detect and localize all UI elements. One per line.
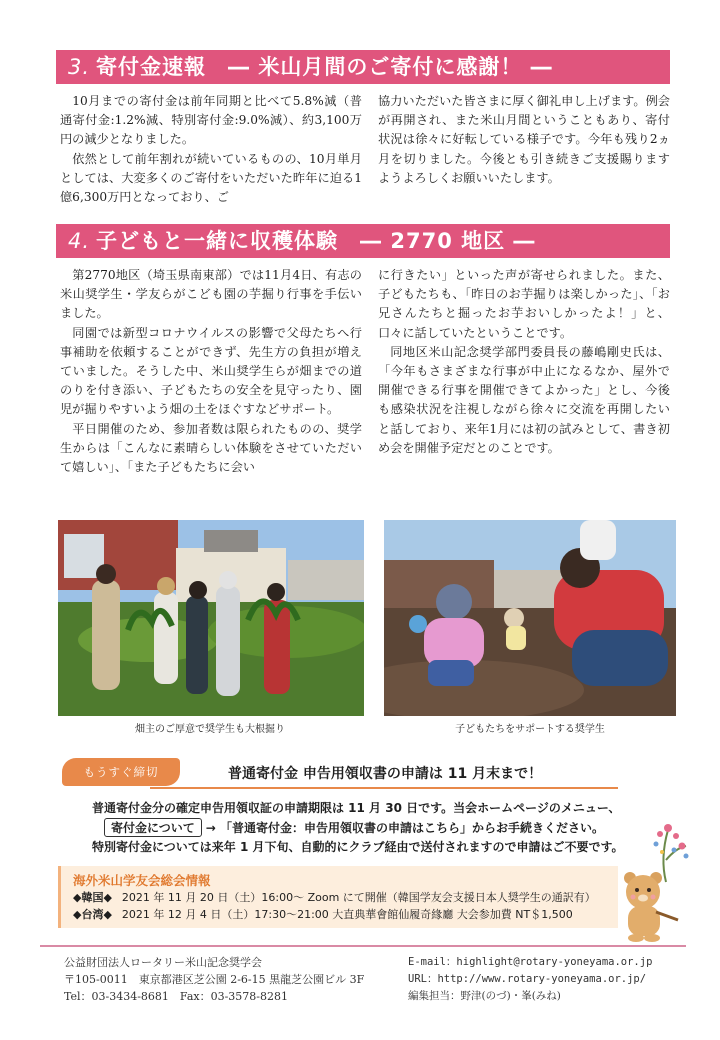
notice-line-2-text: → 「普通寄付金：申告用領収書の申請はこちら」からお手続きください。: [205, 821, 605, 835]
organization-name: 公益財団法人ロータリー米山記念奨学会: [64, 956, 262, 969]
section-3-heading: [56, 50, 670, 84]
section-3-right-column: [378, 92, 670, 188]
overseas-country: ◆韓国◆: [73, 891, 112, 904]
notice-line-1: 普通寄付金分の確定申告用領収証の申請期限は 11 月 30 日です。当会ホームページのメニュー、: [92, 801, 621, 815]
section-4-left-column: [60, 266, 362, 477]
section-4-heading: [56, 224, 670, 258]
overseas-detail: 2021 年 11 月 20 日（土）16:00～ Zoom にて開催（韓国学友会支援日本人奨学生の通訳有）: [121, 891, 596, 904]
section-4-right-column: [378, 266, 670, 458]
editor-info: 編集担当：野津(のづ)・峯(みね): [408, 990, 561, 1002]
donation-menu-link[interactable]: 寄付金について: [104, 818, 202, 837]
paragraph: 依然として前年割れが続いているものの、10月単月としては、大変多くのご寄付をいただいた昨年に迫る1億6,300万円となっており、ご: [60, 151, 362, 205]
section-3-left-column: [60, 92, 362, 207]
notice-line-3: 特別寄付金については来年 1 月下旬、自動的にクラブ経由で送付されますので申請はご不要です。: [92, 840, 624, 854]
paragraph: 同園では新型コロナウイルスの影響で父母たちへ行事補助を依頼することができず、先生方の負担が増えていました。そうした中、米山奨学生らが畑までの道のりを付き添い、子どもたちの安全を見守ったり、園児が掘りやすいよう畑の土をほぐすなどサポート。: [60, 325, 362, 417]
section-4-number: 4.: [68, 229, 91, 253]
website-link[interactable]: URL：http://www.rotary-yoneyama.or.jp/: [408, 973, 647, 985]
section-3-number: 3.: [68, 55, 91, 79]
paragraph: 第2770地区（埼玉県南東部）では11月4日、有志の米山奨学生・学友らがこども園の芋掘り行事を手伝いました。: [60, 268, 362, 321]
footer-divider: [40, 945, 686, 947]
paragraph: に行きたい」といった声が寄せられました。また、子どもたちも、「昨日のお芋掘りは楽しかった」、「お兄さんたちと掘ったお芋おいしかったよ！」と、口々に話していたということです。: [378, 268, 670, 340]
section-4-title: 子どもと一緒に収穫体験 ― 2770 地区 ―: [96, 229, 536, 253]
photo-daikon-harvest: [58, 520, 364, 716]
notice-divider: [150, 787, 618, 789]
address: 〒105-0011 東京都港区芝公園 2-6-15 黒龍芝公園ビル 3F: [64, 973, 365, 986]
paragraph: 平日開催のため、参加者数は限られたものの、奨学生からは「こんなに素晴らしい体験をさせていただいて嬉しい」、「また子どもたちに会い: [60, 421, 362, 475]
photo-children-digging: [384, 520, 676, 716]
overseas-country: ◆台湾◆: [73, 908, 112, 921]
overseas-alumni-box: [58, 866, 618, 928]
notice-title: 普通寄付金 申告用領収書の申請は 11 月末まで！: [228, 766, 543, 782]
overseas-title: 海外米山学友会総会情報: [73, 873, 211, 888]
overseas-detail: 2021 年 12 月 4 日（土）17:30～21:00 大直典華會館仙履奇緣廳 大会参加費 NT＄1,500: [121, 908, 573, 921]
phone-fax: Tel：03-3434-8681 Fax：03-3578-8281: [64, 990, 288, 1003]
section-3-title: 寄付金速報 ― 米山月間のご寄付に感謝！ ―: [96, 55, 553, 79]
paragraph: 協力いただいた皆さまに厚く御礼申し上げます。例会が再開され、また米山月間ということもあり、寄付状況は徐々に好転している様子です。今年も残り2ヵ月を切りました。今後とも引き続きご支援賜りますようよろしくお願いいたします。: [378, 94, 670, 185]
footer-contact-left: [64, 954, 364, 1005]
overseas-row: [73, 906, 606, 923]
photo-caption: 子どもたちをサポートする奨学生: [455, 724, 605, 735]
paragraph: 10月までの寄付金は前年同期と比べて5.8%減（普通寄付金:1.2%減、特別寄付金:9.0%減）、約3,100万円の減少となりました。: [60, 94, 362, 147]
bear-illustration: [616, 820, 690, 944]
overseas-row: [73, 889, 606, 906]
paragraph: 同地区米山記念奨学部門委員長の藤嶋剛史氏は、「今年もさまざまな行事が中止になるなか、屋外で開催できる行事を開催できてよかった」とし、今後も感染状況を注視しながら徐々に交流を再開したいと話しており、来年1月には初の試みとして、書き初め会を開催予定だとのことです。: [378, 344, 670, 455]
photo-caption: 畑主のご厚意で奨学生も大根掘り: [135, 724, 285, 735]
email-link[interactable]: E-mail：highlight@rotary-yoneyama.or.jp: [408, 956, 653, 968]
deadline-badge: もうすぐ締切: [62, 758, 180, 786]
notice-line-2: [104, 818, 604, 837]
footer-contact-right: [408, 954, 652, 1005]
